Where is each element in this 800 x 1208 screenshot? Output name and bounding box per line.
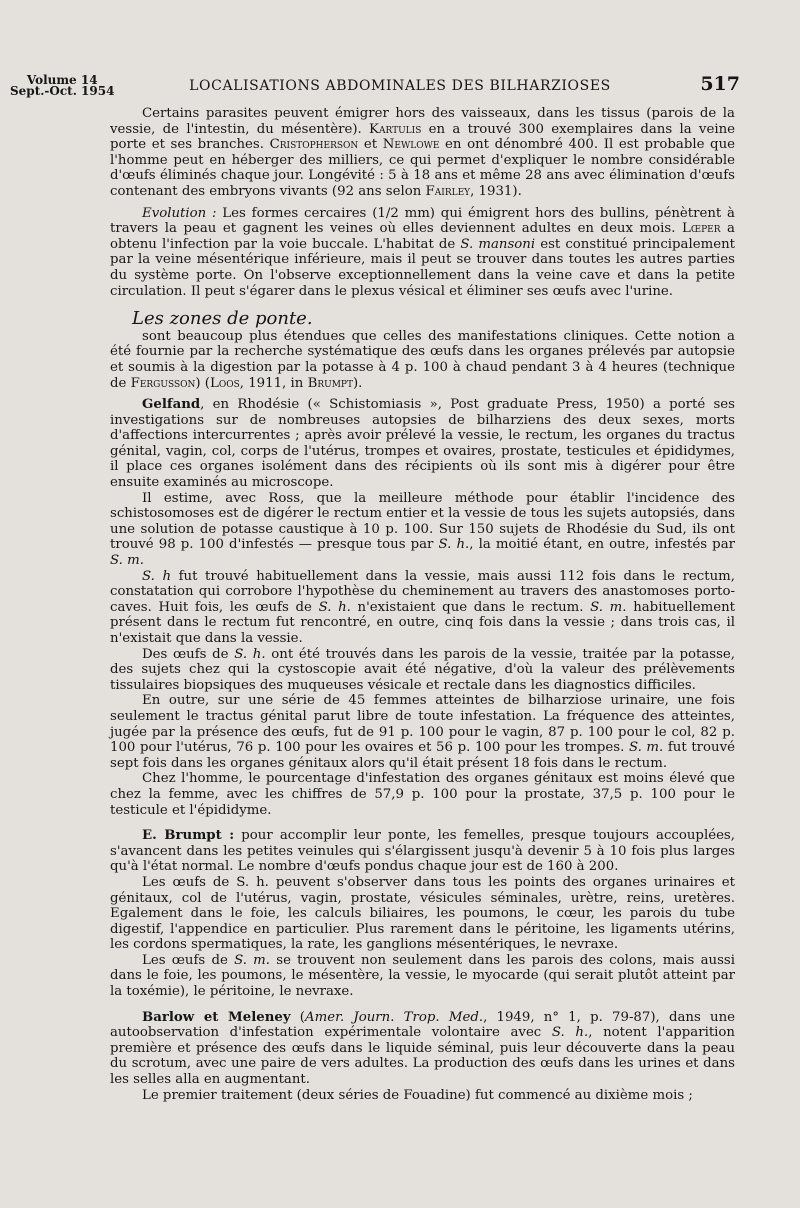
author-name: E. Brumpt : [142,828,235,844]
paragraph-cystoscopie: Des œufs de S. h. ont été trouvés dans les parois de la vessie, traitée par la potasse, des sujets chez qui la cystoscopie avait été négative, d'où la valeur des prélèvements tissulaires biopsiques des muqueuses vésicale et rectale dans les diagnostics difficiles. [110,646,735,693]
paragraph-homme: Chez l'homme, le pourcentage d'infestation des organes génitaux est moins élevé que chez la femme, avec les chiffres de 57,9 p. 100 pour la prostate, 37,5 p. 100 pour le testicule et l'épididyme. [110,771,735,818]
paragraph-brumpt: E. Brumpt : pour accomplir leur ponte, les femelles, presque toujours accouplées, s'avancent dans les petites veinules qui s'élargissent jusqu'à devenir 5 à 10 fois plus larges qu'à l'état normal. Le nombre d'œufs pondus chaque jour est de 160 à 200. [110,828,735,875]
author-name: Brumpt [307,375,353,391]
species-name: S. h. [438,537,470,553]
volume-label: Volume 14 [26,73,98,87]
species-name: S. mansoni [460,236,536,252]
species-name: S. m. [590,599,627,615]
paragraph-zones: sont beaucoup plus étendues que celles des manifestations cliniques. Cette notion a été fournie par la recherche systématique des œufs dans les organes prélevés par autopsie et soumis à la digestion par la potasse à 4 p. 100 à chaud pendant 3 à 4 heures (technique de Fergusson) (Loos, 1911, in Brumpt). [110,328,735,391]
running-title: LOCALISATIONS ABDOMINALES DES BILHARZIOSES [189,78,611,94]
author-name: Newlowe [382,137,440,153]
paragraph-oeufs-sm: Les œufs de S. m. se trouvent non seulement dans les parois des colons, mais aussi dans le foie, les poumons, le mésentère, la vessie, le myocarde (qui serait plutôt atteint par la toxémie), le péritoine, le nevraxe. [110,952,735,1000]
author-name: Kartulis [369,121,422,137]
paragraph-gelfand: Gelfand, en Rhodésie (« Schistomiasis », Post graduate Press, 1950) a porté ses investigations sur de nombreuses autopsies de bilharziens des deux sexes, morts d'affections intercurrentes ; après avoir prélevé la vessie, le rectum, les organes du tractus génital, vagin, col, corps de l'utérus, trompes et ovaires, prostate, testicules et épididymes, il place ces organes isolément dans des récipients où ils sont mis à digérer pour être ensuite examinés au microscope. [110,397,735,491]
section-heading: Les zones de ponte. [132,308,313,330]
paragraph-evolution: Evolution : Les formes cercaires (1/2 mm) qui émigrent hors des bullins, pénètrent à travers la peau et gagnent les veines où elles deviennent adultes en deux mois. Lœper a obtenu l'infection par la voie buccale. L'habitat de S. mansoni est constitué principalement par la veine mésentérique inférieure, mais il peut se trouver dans toutes les autres parties du système porte. On l'observe exceptionnellement dans la veine cave et dans la petite circulation. Il peut s'égarer dans le plexus vésical et éliminer ses œufs avec l'urine. [110,205,735,299]
paragraph-ross: Il estime, avec Ross, que la meilleure méthode pour établir l'incidence des schistosomoses est de digérer le rectum entier et la vessie de tous les sujets autopsiés, dans une solution de potasse caustique à 10 p. 100. Sur 150 sujets de Rhodésie du Sud, ils ont trouvé 98 p. 100 d'infestés — presque tous par S. h., la moitié étant, en outre, infestés par S. m. [110,490,735,569]
species-name: S. h [142,568,172,584]
paragraph-oeufs-sh: Les œufs de S. h. peuvent s'observer dans tous les points des organes urinaires et génitaux, col de l'utérus, vagin, prostate, vésicules séminales, urètre, reins, uretères. Egalement dans le foie, les calculs biliaires, les poumons, le cœur, les parois du tube digestif, l'appendice en particulier. Plus rarement dans le péritoine, les ligaments utérins, les cordons spermatiques, la rate, les ganglions mésentériques, le nevraxe. [110,874,735,953]
journal-name: Amer. Journ. Trop. Med. [305,1009,484,1025]
running-header [0,75,800,105]
author-name: Cristopherson [269,137,359,153]
subsection-label: Evolution : [142,205,217,221]
species-name: S. m. [628,740,664,756]
species-name: S. h. [318,599,351,615]
species-name: S. h. [234,646,266,662]
issue-date: Sept.-Oct. 1954 [10,84,115,98]
species-name: S. h. [551,1025,589,1041]
author-name: Lœper [682,221,721,237]
paragraph-rectum: S. h fut trouvé habituellement dans la vessie, mais aussi 112 fois dans le rectum, constatation qui corrobore l'hypothèse du cheminement au travers des anastomoses porto-caves. Huit fois, les œufs de S. h. n'existaient que dans le rectum. S. m. habituellement présent dans le rectum fut rencontré, en outre, cinq fois dans la vessie ; dans trois cas, il n'existait que dans la vessie. [110,568,735,646]
author-name: Fairley [425,183,471,199]
paragraph-femmes: En outre, sur une série de 45 femmes atteintes de bilharziose urinaire, une fois seulement le tractus génital parut libre de toute infestation. La fréquence des atteintes, jugée par la présence des œufs, fut de 91 p. 100 pour le vagin, 87 p. 100 pour le col, 82 p. 100 pour l'utérus, 76 p. 100 pour les ovaires et 56 p. 100 pour les trompes. S. m. fut trouvé sept fois dans les organes génitaux alors qu'il était présent 18 fois dans le rectum. [110,693,735,771]
author-name: Gelfand [142,397,201,413]
author-name: Fergusson [130,375,196,391]
paragraph-barlow: Barlow et Meleney (Amer. Journ. Trop. Med., 1949, n° 1, p. 79-87), dans une autoobservation d'infestation expérimentale volontaire avec S. h., notent l'apparition première et présence des œufs dans le liquide séminal, puis leur découverte dans la peau du scrotum, avec une paire de vers adultes. La production des œufs dans les urines et dans les selles alla en augmentant. [110,1009,735,1088]
species-name: S. m. [234,952,271,968]
species-name: S. m. [110,553,144,569]
paragraph-traitement: Le premier traitement (deux séries de Fouadine) fut commencé au dixième mois ; [142,1087,693,1103]
author-name: Barlow et Meleney [142,1009,291,1025]
article-body [110,106,735,1103]
author-name: Loos [210,375,240,391]
page-number: 517 [700,73,740,95]
paragraph-parasites: Certains parasites peuvent émigrer hors des vaisseaux, dans les tissus (parois de la vessie, de l'intestin, du mésentère). Kartulis en a trouvé 300 exemplaires dans la veine porte et ses branches. Cristopherson et Newlowe en ont dénombré 400. Il est probable que l'homme peut en héberger des milliers, ce qui permet d'expliquer le nombre considérable d'œufs éliminés chaque jour. Longévité : 5 à 18 ans et même 28 ans avec élimination d'œufs contenant des embryons vivants (92 ans selon Fairley, 1931). [110,106,736,199]
